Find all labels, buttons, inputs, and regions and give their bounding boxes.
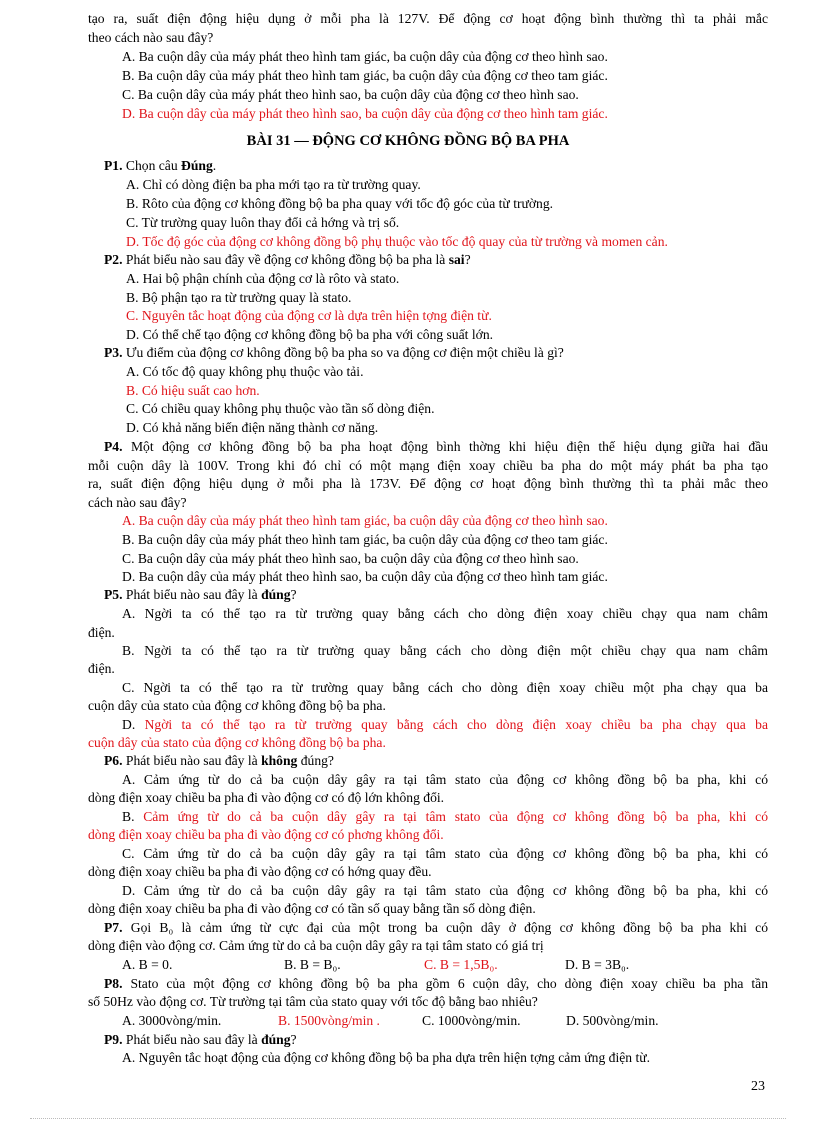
p5-stem-text: Phát biểu nào sau đây là <box>125 587 262 602</box>
p1-stem-text: Chọn câu <box>125 158 182 173</box>
p5-option-d-label <box>122 717 768 732</box>
p5-number: P5. <box>104 587 123 602</box>
p5-stem <box>104 586 297 604</box>
p6-stem <box>104 752 334 770</box>
p4-line-2: mỗi cuộn dây là 100V. Trong khi đó chỉ có một mạng điện xoay chiều ba pha do một máy phát ba pha tạo <box>88 458 768 473</box>
p8-option-d: D. 500vòng/min. <box>566 1013 659 1028</box>
p6-option-a-line-2: dòng điện xoay chiều ba pha đi vào động cơ có độ lớn không đổi. <box>88 790 445 805</box>
p9-number: P9. <box>104 1032 123 1047</box>
intro-option-c: C. Ba cuộn dây của máy phát theo hình sao, ba cuộn dây của động cơ theo hình sao. <box>122 87 579 102</box>
p3-stem-text: Ưu điểm của động cơ không đồng bộ ba pha so va động cơ điện một chiều là gì? <box>125 345 564 360</box>
p8-line-2: số 50Hz vào động cơ. Từ trường tại tâm của stato quay với tốc độ bằng bao nhiêu? <box>88 994 538 1009</box>
p9-stem-keyword: đúng <box>261 1032 291 1047</box>
p5-option-a-line-2: điện. <box>88 625 115 640</box>
p4-line-1 <box>104 438 768 456</box>
answer-text: Cảm ứng từ do cả ba cuộn dây gây ra tại tâm stato của động cơ không đồng bộ ba pha, khi có <box>134 809 768 824</box>
p3-stem <box>104 344 564 362</box>
p2-stem <box>104 251 471 269</box>
p1-number: P1. <box>104 158 123 173</box>
p6-option-b-answer-line-1 <box>122 808 768 826</box>
p7-line-2: dòng điện vào động cơ. Cảm ứng từ do cả ba cuộn dây gây ra tại tâm stato có giá trị <box>88 938 544 953</box>
p7-option-a: A. B = 0. <box>122 957 173 972</box>
p1-stem-keyword: Đúng <box>181 158 213 173</box>
p6-option-a-line-1: A. Cảm ứng từ do cả ba cuộn dây gây ra tại tâm stato của động cơ không đồng bộ ba pha, khi có <box>122 772 768 787</box>
footer-divider <box>30 1118 786 1119</box>
p6-number: P6. <box>104 753 123 768</box>
p8-option-a: A. 3000vòng/min. <box>122 1013 222 1028</box>
p6-option-c-line-1: C. Cảm ứng từ do cả ba cuộn dây gây ra tại tâm stato của động cơ không đồng bộ ba pha, khi có <box>122 846 768 861</box>
p4-line-1-text: Một động cơ không đồng bộ ba pha hoạt động bình thờng khi hiệu điện thế hiệu dụng giữa hai đầu <box>130 439 768 454</box>
p3-option-a: A. Có tốc độ quay không phụ thuộc vào tải. <box>126 364 364 379</box>
p6-stem-text: Phát biểu nào sau đây là <box>125 753 262 768</box>
p9-stem-text: Phát biểu nào sau đây là <box>125 1032 262 1047</box>
p8-line-1 <box>104 975 768 993</box>
p4-option-a-answer: A. Ba cuộn dây của máy phát theo hình tam giác, ba cuộn dây của động cơ theo hình sao. <box>122 513 608 528</box>
option-letter: D. <box>122 717 136 732</box>
p2-stem-end: ? <box>464 252 471 267</box>
p2-stem-text: Phát biểu nào sau đây về động cơ không đồng bộ ba pha là <box>125 252 449 267</box>
lesson-title: BÀI 31 — ĐỘNG CƠ KHÔNG ĐỒNG BỘ BA PHA <box>246 133 570 149</box>
intro-line-1: tạo ra, suất điện động hiệu dụng ở mỗi pha là 127V. Để động cơ hoạt động bình thường thì ta phải mắc <box>88 11 768 26</box>
p4-number: P4. <box>104 439 123 454</box>
p7-option-d: D. B = 3B₀. <box>565 957 630 972</box>
p3-option-c: C. Có chiều quay không phụ thuộc vào tần số dòng điện. <box>126 401 435 416</box>
p2-stem-keyword: sai <box>448 252 465 267</box>
p4-option-b: B. Ba cuộn dây của máy phát theo hình tam giác, ba cuộn dây của động cơ theo tam giác. <box>122 532 608 547</box>
p7-line-1 <box>104 919 768 937</box>
p5-option-d-answer-line-2: cuộn dây của stato của động cơ không đồng bộ ba pha. <box>88 735 386 750</box>
p4-option-d: D. Ba cuộn dây của máy phát theo hình sao, ba cuộn dây của động cơ theo hình tam giác. <box>122 569 608 584</box>
p1-stem <box>104 157 216 175</box>
p7-option-b: B. B = B₀. <box>284 957 341 972</box>
p5-option-c-line-1: C. Ngời ta có thể tạo ra từ trường quay bằng cách cho dòng điện xoay chiều một pha chạy qua ba <box>122 680 768 695</box>
p5-option-d-answer-line-1 <box>122 716 768 734</box>
p5-stem-end: ? <box>290 587 297 602</box>
p6-option-d-line-2: dòng điện xoay chiều ba pha đi vào động cơ có tần số quay bằng tần số dòng điện. <box>88 901 536 916</box>
p4-line-3: ra, suất điện động hiệu dụng ở mỗi pha là 173V. Để động cơ hoạt động bình thường thì ta phải mắc theo <box>88 476 768 491</box>
p7-line-1-text: Gọi B₀ là cảm ứng từ cực đại của một trong ba cuộn dây ở động cơ không đồng bộ ba pha khi có <box>130 920 768 935</box>
p1-stem-end: . <box>212 158 217 173</box>
intro-line-2: theo cách nào sau đây? <box>88 30 214 45</box>
p2-number: P2. <box>104 252 123 267</box>
p5-option-b-line-2: điện. <box>88 661 115 676</box>
p1-option-c: C. Từ trường quay luôn thay đổi cả hớng và trị số. <box>126 215 400 230</box>
p1-option-a: A. Chỉ có dòng điện ba pha mới tạo ra từ trường quay. <box>126 177 421 192</box>
intro-option-d-answer: D. Ba cuộn dây của máy phát theo hình sao, ba cuộn dây của động cơ theo hình tam giác. <box>122 106 608 121</box>
p4-option-c: C. Ba cuộn dây của máy phát theo hình sao, ba cuộn dây của động cơ theo hình sao. <box>122 551 579 566</box>
p3-option-b-answer: B. Có hiệu suất cao hơn. <box>126 383 260 398</box>
p2-option-c-answer: C. Nguyên tắc hoạt động của động cơ là dựa trên hiện tợng điện từ. <box>126 308 492 323</box>
intro-option-b: B. Ba cuộn dây của máy phát theo hình tam giác, ba cuộn dây của động cơ theo tam giác. <box>122 68 608 83</box>
p3-option-d: D. Có khả năng biến điện năng thành cơ năng. <box>126 420 379 435</box>
p9-stem-end: ? <box>290 1032 297 1047</box>
p6-option-b-answer-line-2: dòng điện xoay chiều ba pha đi vào động cơ có phơng không đổi. <box>88 827 444 842</box>
answer-text: Ngời ta có thể tạo ra từ trường quay bằng cách cho dòng điện xoay chiều ba pha chạy qua ba <box>135 717 768 732</box>
p7-number: P7. <box>104 920 123 935</box>
p8-option-b-answer: B. 1500vòng/min . <box>278 1013 380 1028</box>
p8-option-c: C. 1000vòng/min. <box>422 1013 521 1028</box>
p9-stem <box>104 1031 297 1049</box>
p2-option-b: B. Bộ phận tạo ra từ trường quay là stato. <box>126 290 352 305</box>
p1-option-b: B. Rôto của động cơ không đồng bộ ba pha quay với tốc độ góc của từ trường. <box>126 196 554 211</box>
p1-option-d-answer: D. Tốc độ góc của động cơ không đồng bộ phụ thuộc vào tốc độ quay của từ trường và momen cản. <box>126 234 668 249</box>
p6-option-b-label <box>122 809 768 824</box>
page-number: 23 <box>751 1079 765 1094</box>
p2-option-a: A. Hai bộ phận chính của động cơ là rôto và stato. <box>126 271 400 286</box>
p5-stem-keyword: đúng <box>261 587 291 602</box>
p6-option-d-line-1: D. Cảm ứng từ do cả ba cuộn dây gây ra tại tâm stato của động cơ không đồng bộ ba pha, khi có <box>122 883 768 898</box>
option-letter: B. <box>122 809 135 824</box>
p5-option-b-line-1: B. Ngời ta có thể tạo ra từ trường quay bằng cách cho dòng điện một chiều chạy qua nam châm <box>122 643 768 658</box>
p6-option-c-line-2: dòng điện xoay chiều ba pha đi vào động cơ có hớng quay đều. <box>88 864 432 879</box>
p3-number: P3. <box>104 345 123 360</box>
p6-stem-keyword: không <box>261 753 298 768</box>
p7-option-c-answer: C. B = 1,5B₀. <box>424 957 498 972</box>
p8-line-1-text: Stato của một động cơ không đồng bộ ba pha gồm 6 cuộn dây, cho dòng điện xoay chiều ba pha tần <box>130 976 768 991</box>
p8-number: P8. <box>104 976 123 991</box>
p6-stem-end: đúng? <box>297 753 334 768</box>
p2-option-d: D. Có thể chế tạo động cơ không đồng bộ ba pha với công suất lớn. <box>126 327 494 342</box>
intro-option-a: A. Ba cuộn dây của máy phát theo hình tam giác, ba cuộn dây của động cơ theo hình sao. <box>122 49 608 64</box>
p5-option-c-line-2: cuộn dây của stato của động cơ không đồng bộ ba pha. <box>88 698 386 713</box>
p5-option-a-line-1: A. Ngời ta có thể tạo ra từ trường quay bằng cách cho dòng điện xoay chiều chạy qua nam châm <box>122 606 768 621</box>
p9-option-a: A. Nguyên tắc hoạt động của động cơ không đồng bộ ba pha dựa trên hiện tợng cảm ứng điện từ. <box>122 1050 650 1065</box>
p4-line-4: cách nào sau đây? <box>88 495 187 510</box>
